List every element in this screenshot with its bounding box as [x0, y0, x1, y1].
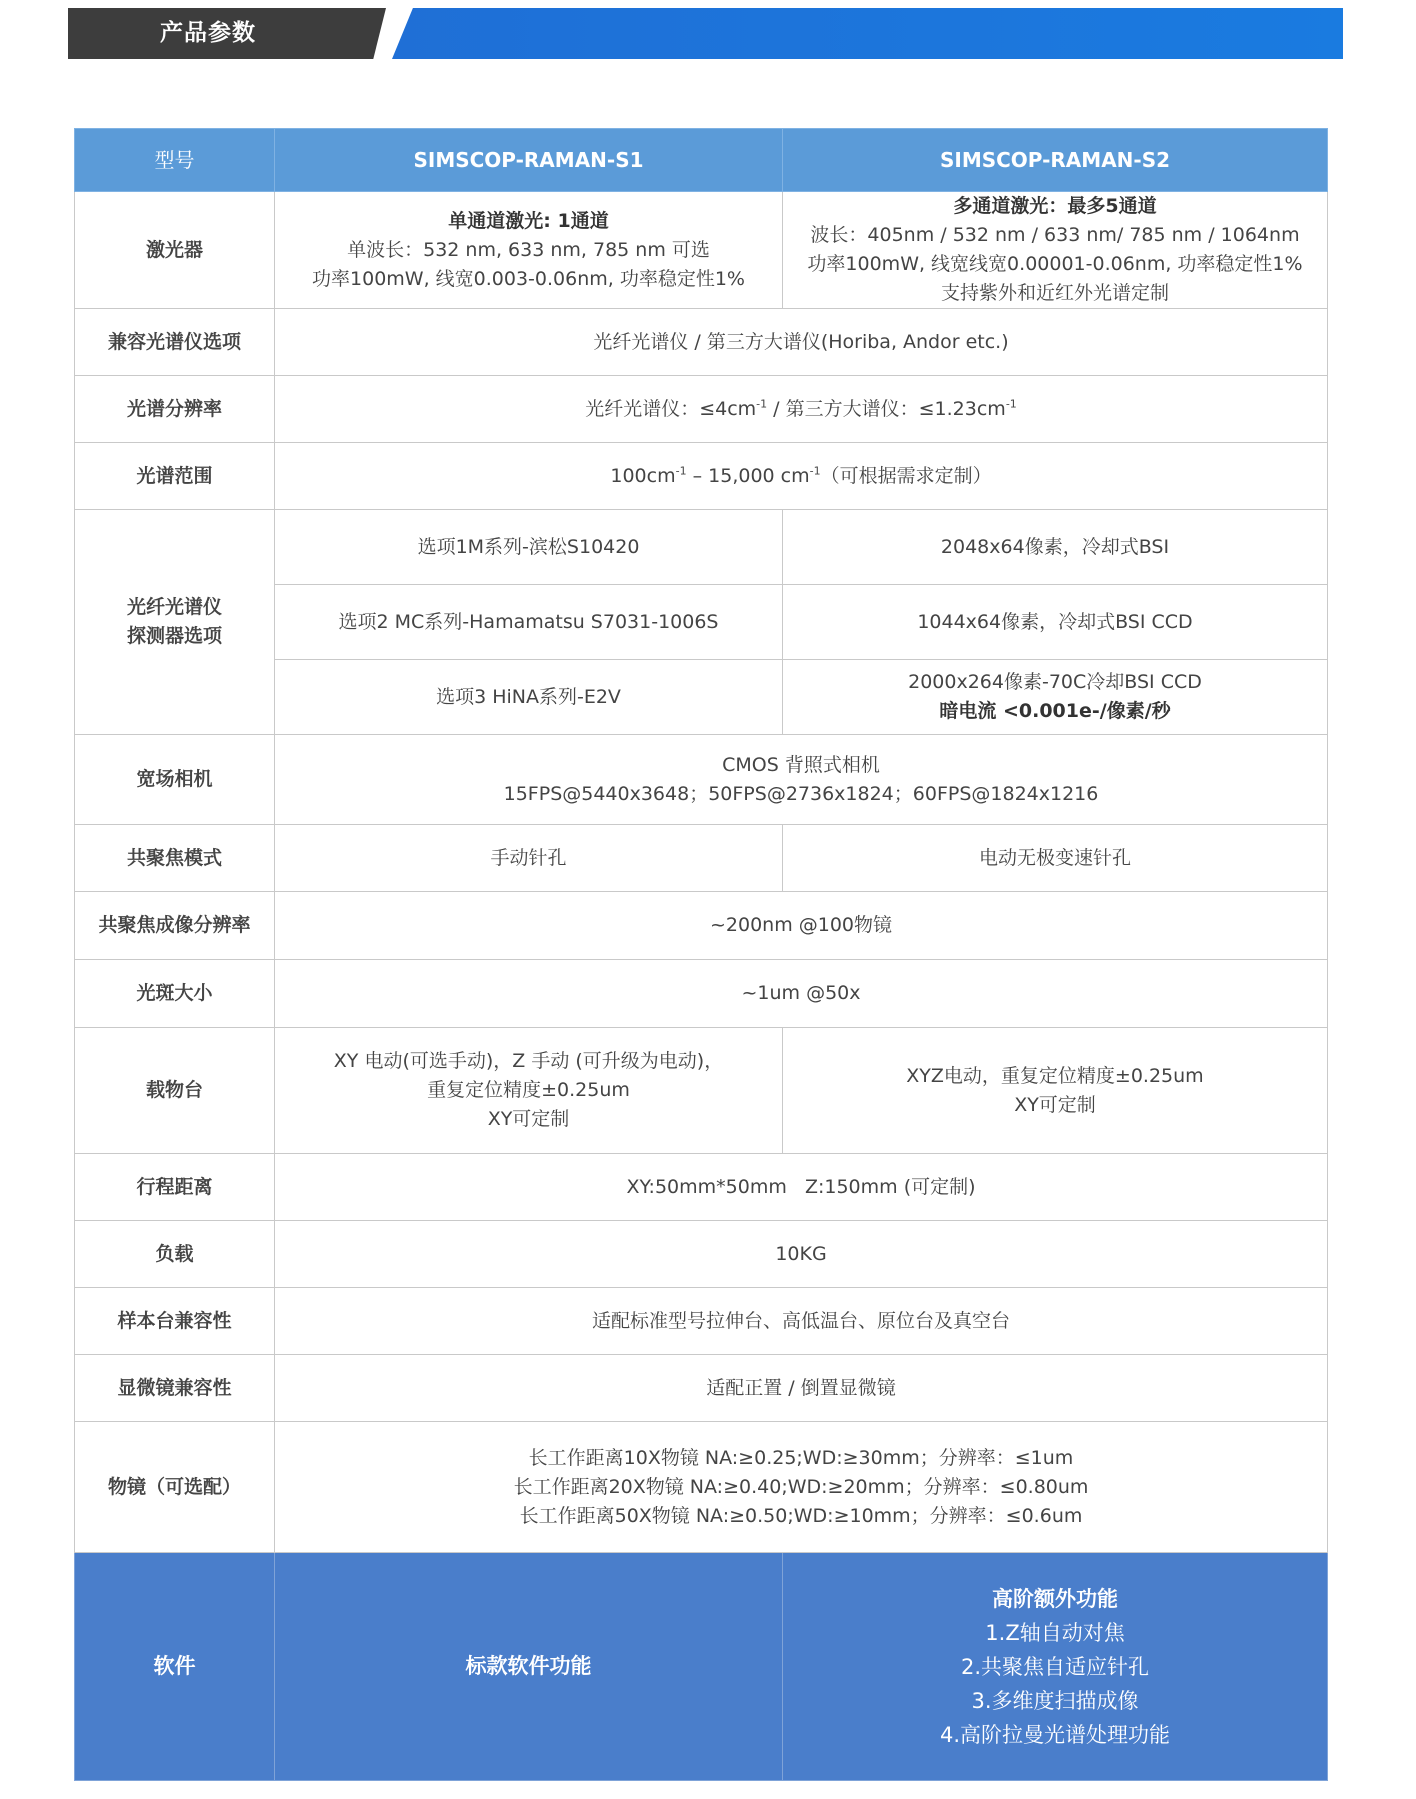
- detector-spec: 1044x64像素，冷却式BSI CCD: [783, 585, 1328, 660]
- laser-s2-line: 多通道激光：最多5通道: [953, 195, 1157, 217]
- row-label: 光谱范围: [75, 443, 275, 510]
- row-label: 光纤光谱仪 探测器选项: [75, 510, 275, 735]
- spot-value: ~1um @50x: [275, 960, 1328, 1028]
- table-row-laser: [75, 192, 1328, 309]
- table-row-objective: [75, 1422, 1328, 1553]
- table-row-confocal-mode: [75, 825, 1328, 892]
- software-feature: 3.多维度扫描成像: [971, 1688, 1139, 1713]
- confocal-mode-s2: 电动无极变速针孔: [783, 825, 1328, 892]
- row-label: 物镜（可选配）: [75, 1422, 275, 1553]
- objective-value: [275, 1422, 1328, 1553]
- header-model-s2: SIMSCOP-RAMAN-S2: [783, 129, 1328, 192]
- table-row-spot: [75, 960, 1328, 1028]
- section-header: [68, 8, 1343, 59]
- row-label: 行程距离: [75, 1154, 275, 1221]
- table-row-camera: [75, 735, 1328, 825]
- resolution-text: 光纤光谱仪：≤4cm: [585, 397, 757, 420]
- detector-spec: 暗电流 <0.001e-/像素/秒: [939, 700, 1171, 722]
- table-row-confocal-resolution: [75, 892, 1328, 960]
- spectrometer-value: 光纤光谱仪 / 第三方大谱仪(Horiba, Andor etc.): [275, 309, 1328, 376]
- detector-option: 选项2 MC系列-Hamamatsu S7031-1006S: [275, 585, 783, 660]
- row-label: 载物台: [75, 1028, 275, 1154]
- table-row-software: [75, 1553, 1328, 1781]
- laser-s1-line: 功率100mW, 线宽0.003-0.06nm, 功率稳定性1%: [312, 267, 745, 290]
- table-row-resolution: [75, 376, 1328, 443]
- range-value: [275, 443, 1328, 510]
- laser-s2-line: 支持紫外和近红外光谱定制: [940, 282, 1169, 304]
- table-row-spectrometer: [75, 309, 1328, 376]
- resolution-value: [275, 376, 1328, 443]
- row-label: 负载: [75, 1221, 275, 1288]
- table-row-microscope: [75, 1355, 1328, 1422]
- objective-line: 长工作距离50X物镜 NA:≥0.50;WD:≥10mm；分辨率：≤0.6um: [519, 1504, 1083, 1527]
- row-label: 宽场相机: [75, 735, 275, 825]
- detector-spec: 2000x264像素-70C冷却BSI CCD: [908, 671, 1202, 693]
- travel-value: XY:50mm*50mm Z:150mm (可定制): [275, 1154, 1328, 1221]
- detector-spec: 2048x64像素，冷却式BSI: [783, 510, 1328, 585]
- load-value: 10KG: [275, 1221, 1328, 1288]
- table-row-detector: [75, 510, 1328, 585]
- laser-s1-line: 单通道激光: 1通道: [448, 209, 609, 232]
- table-row-range: [75, 443, 1328, 510]
- row-label: 软件: [75, 1553, 275, 1781]
- stage-s2-cell: [783, 1028, 1328, 1154]
- table-header-row: [75, 129, 1328, 192]
- software-feature: 1.Z轴自动对焦: [985, 1620, 1125, 1645]
- detector-spec-cell: [783, 660, 1328, 735]
- table-row-sample-stage: [75, 1288, 1328, 1355]
- header-label-cell: 型号: [75, 129, 275, 192]
- detector-option: 选项3 HiNA系列-E2V: [275, 660, 783, 735]
- stage-s2-line: XYZ电动，重复定位精度±0.25um: [906, 1064, 1204, 1087]
- detector-option: 选项1M系列-滨松S10420: [275, 510, 783, 585]
- range-text: （可根据需求定制）: [820, 464, 992, 487]
- laser-s2-line: 功率100mW, 线宽线宽0.00001-0.06nm, 功率稳定性1%: [807, 253, 1303, 275]
- stage-s2-line: XY可定制: [1014, 1093, 1096, 1116]
- row-label: 显微镜兼容性: [75, 1355, 275, 1422]
- confocal-resolution-value: ~200nm @100物镜: [275, 892, 1328, 960]
- confocal-mode-s1: 手动针孔: [275, 825, 783, 892]
- header-blue-band: [392, 8, 1343, 59]
- laser-s1-cell: [275, 192, 783, 309]
- row-label: 共聚焦模式: [75, 825, 275, 892]
- camera-value: [275, 735, 1328, 825]
- microscope-value: 适配正置 / 倒置显微镜: [275, 1355, 1328, 1422]
- laser-s2-line: 波长：405nm / 532 nm / 633 nm/ 785 nm / 1064nm: [810, 224, 1300, 246]
- camera-line: 15FPS@5440x3648；50FPS@2736x1824；60FPS@1824x1216: [503, 782, 1099, 805]
- laser-s2-cell: [783, 192, 1328, 309]
- range-exponent: -1: [675, 464, 687, 478]
- row-label: 共聚焦成像分辨率: [75, 892, 275, 960]
- laser-s1-line: 单波长：532 nm, 633 nm, 785 nm 可选: [347, 238, 710, 261]
- table-row-travel: [75, 1154, 1328, 1221]
- software-advanced-title: 高阶额外功能: [992, 1586, 1118, 1611]
- objective-line: 长工作距离20X物镜 NA:≥0.40;WD:≥20mm；分辨率：≤0.80um: [513, 1475, 1089, 1498]
- range-text: – 15,000 cm: [686, 464, 810, 487]
- sample-stage-value: 适配标准型号拉伸台、高低温台、原位台及真空台: [275, 1288, 1328, 1355]
- table-row-load: [75, 1221, 1328, 1288]
- table-row-stage: [75, 1028, 1328, 1154]
- camera-line: CMOS 背照式相机: [722, 753, 880, 776]
- objective-line: 长工作距离10X物镜 NA:≥0.25;WD:≥30mm；分辨率：≤1um: [528, 1446, 1074, 1469]
- range-exponent: -1: [809, 464, 821, 478]
- stage-s1-cell: [275, 1028, 783, 1154]
- spec-table: [74, 128, 1328, 1781]
- resolution-exponent: -1: [1005, 397, 1017, 411]
- row-label: 光斑大小: [75, 960, 275, 1028]
- software-feature: 4.高阶拉曼光谱处理功能: [939, 1722, 1171, 1747]
- row-label: 光谱分辨率: [75, 376, 275, 443]
- stage-s1-line: XY 电动(可选手动)，Z 手动 (可升级为电动)，: [333, 1050, 724, 1072]
- software-feature: 2.共聚焦自适应针孔: [960, 1654, 1150, 1679]
- resolution-text: / 第三方大谱仪：≤1.23cm: [767, 397, 1006, 420]
- row-label: 样本台兼容性: [75, 1288, 275, 1355]
- stage-s1-line: 重复定位精度±0.25um: [427, 1079, 630, 1101]
- row-label: 兼容光谱仪选项: [75, 309, 275, 376]
- header-model-s1: SIMSCOP-RAMAN-S1: [275, 129, 783, 192]
- range-text: 100cm: [610, 464, 676, 487]
- stage-s1-line: XY可定制: [487, 1108, 570, 1130]
- software-advanced-cell: [783, 1553, 1328, 1781]
- row-label: 激光器: [75, 192, 275, 309]
- resolution-exponent: -1: [756, 397, 768, 411]
- software-standard: 标款软件功能: [275, 1553, 783, 1781]
- section-title: 产品参数: [160, 20, 256, 46]
